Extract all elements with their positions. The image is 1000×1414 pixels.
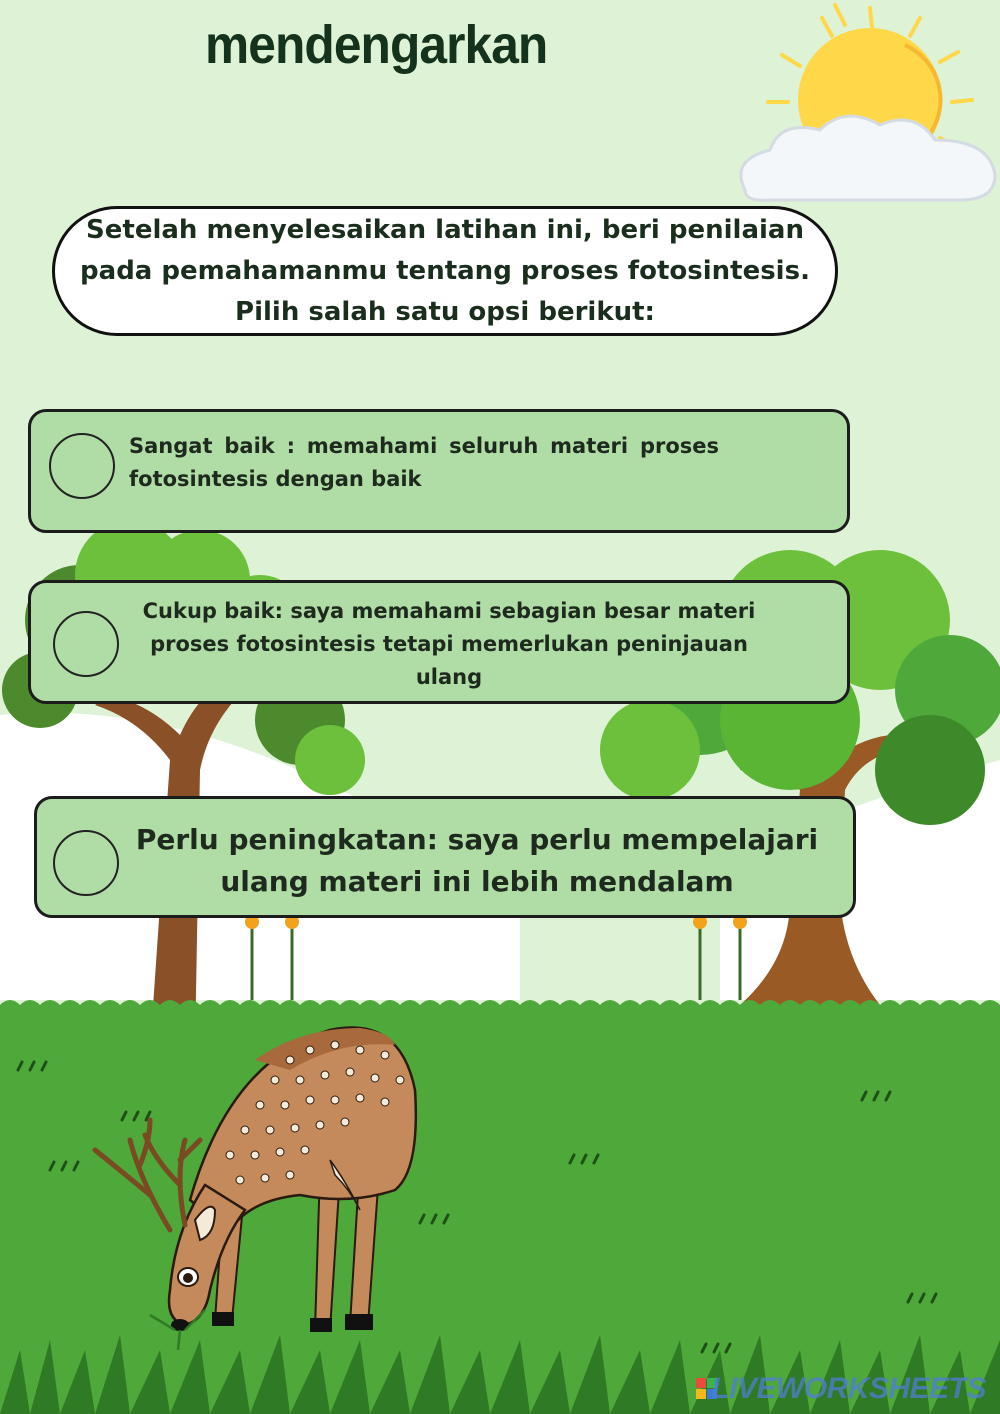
- radio-button-sangat-baik[interactable]: [49, 433, 115, 499]
- grass-field: [0, 1000, 1000, 1414]
- option-label-sangat-baik: Sangat baik : memahami seluruh materi proses fotosintesis dengan baik: [129, 434, 719, 491]
- radio-button-cukup-baik[interactable]: [53, 611, 119, 677]
- option-sangat-baik[interactable]: [28, 409, 850, 533]
- radio-button-perlu-peningkatan[interactable]: [53, 830, 119, 896]
- instruction-bubble: [52, 206, 838, 336]
- option-label-cukup-baik: Cukup baik: saya memahami sebagian besar materi proses fotosintesis tetapi memerlukan peninjauan ulang: [142, 599, 756, 689]
- option-label-perlu-peningkatan: Perlu peningkatan: saya perlu mempelajari ulang materi ini lebih mendalam: [135, 823, 819, 898]
- option-cukup-baik[interactable]: [28, 580, 850, 704]
- instruction-text: Setelah menyelesaikan latihan ini, beri penilaian pada pemahamanmu tentang proses fotosintesis. Pilih salah satu opsi berikut:: [80, 214, 810, 327]
- page-title: mendengarkan: [205, 15, 548, 75]
- watermark: LIVEWORKSHEETS: [711, 1372, 986, 1405]
- option-perlu-peningkatan[interactable]: [34, 796, 856, 918]
- cloud-icon: [741, 116, 995, 200]
